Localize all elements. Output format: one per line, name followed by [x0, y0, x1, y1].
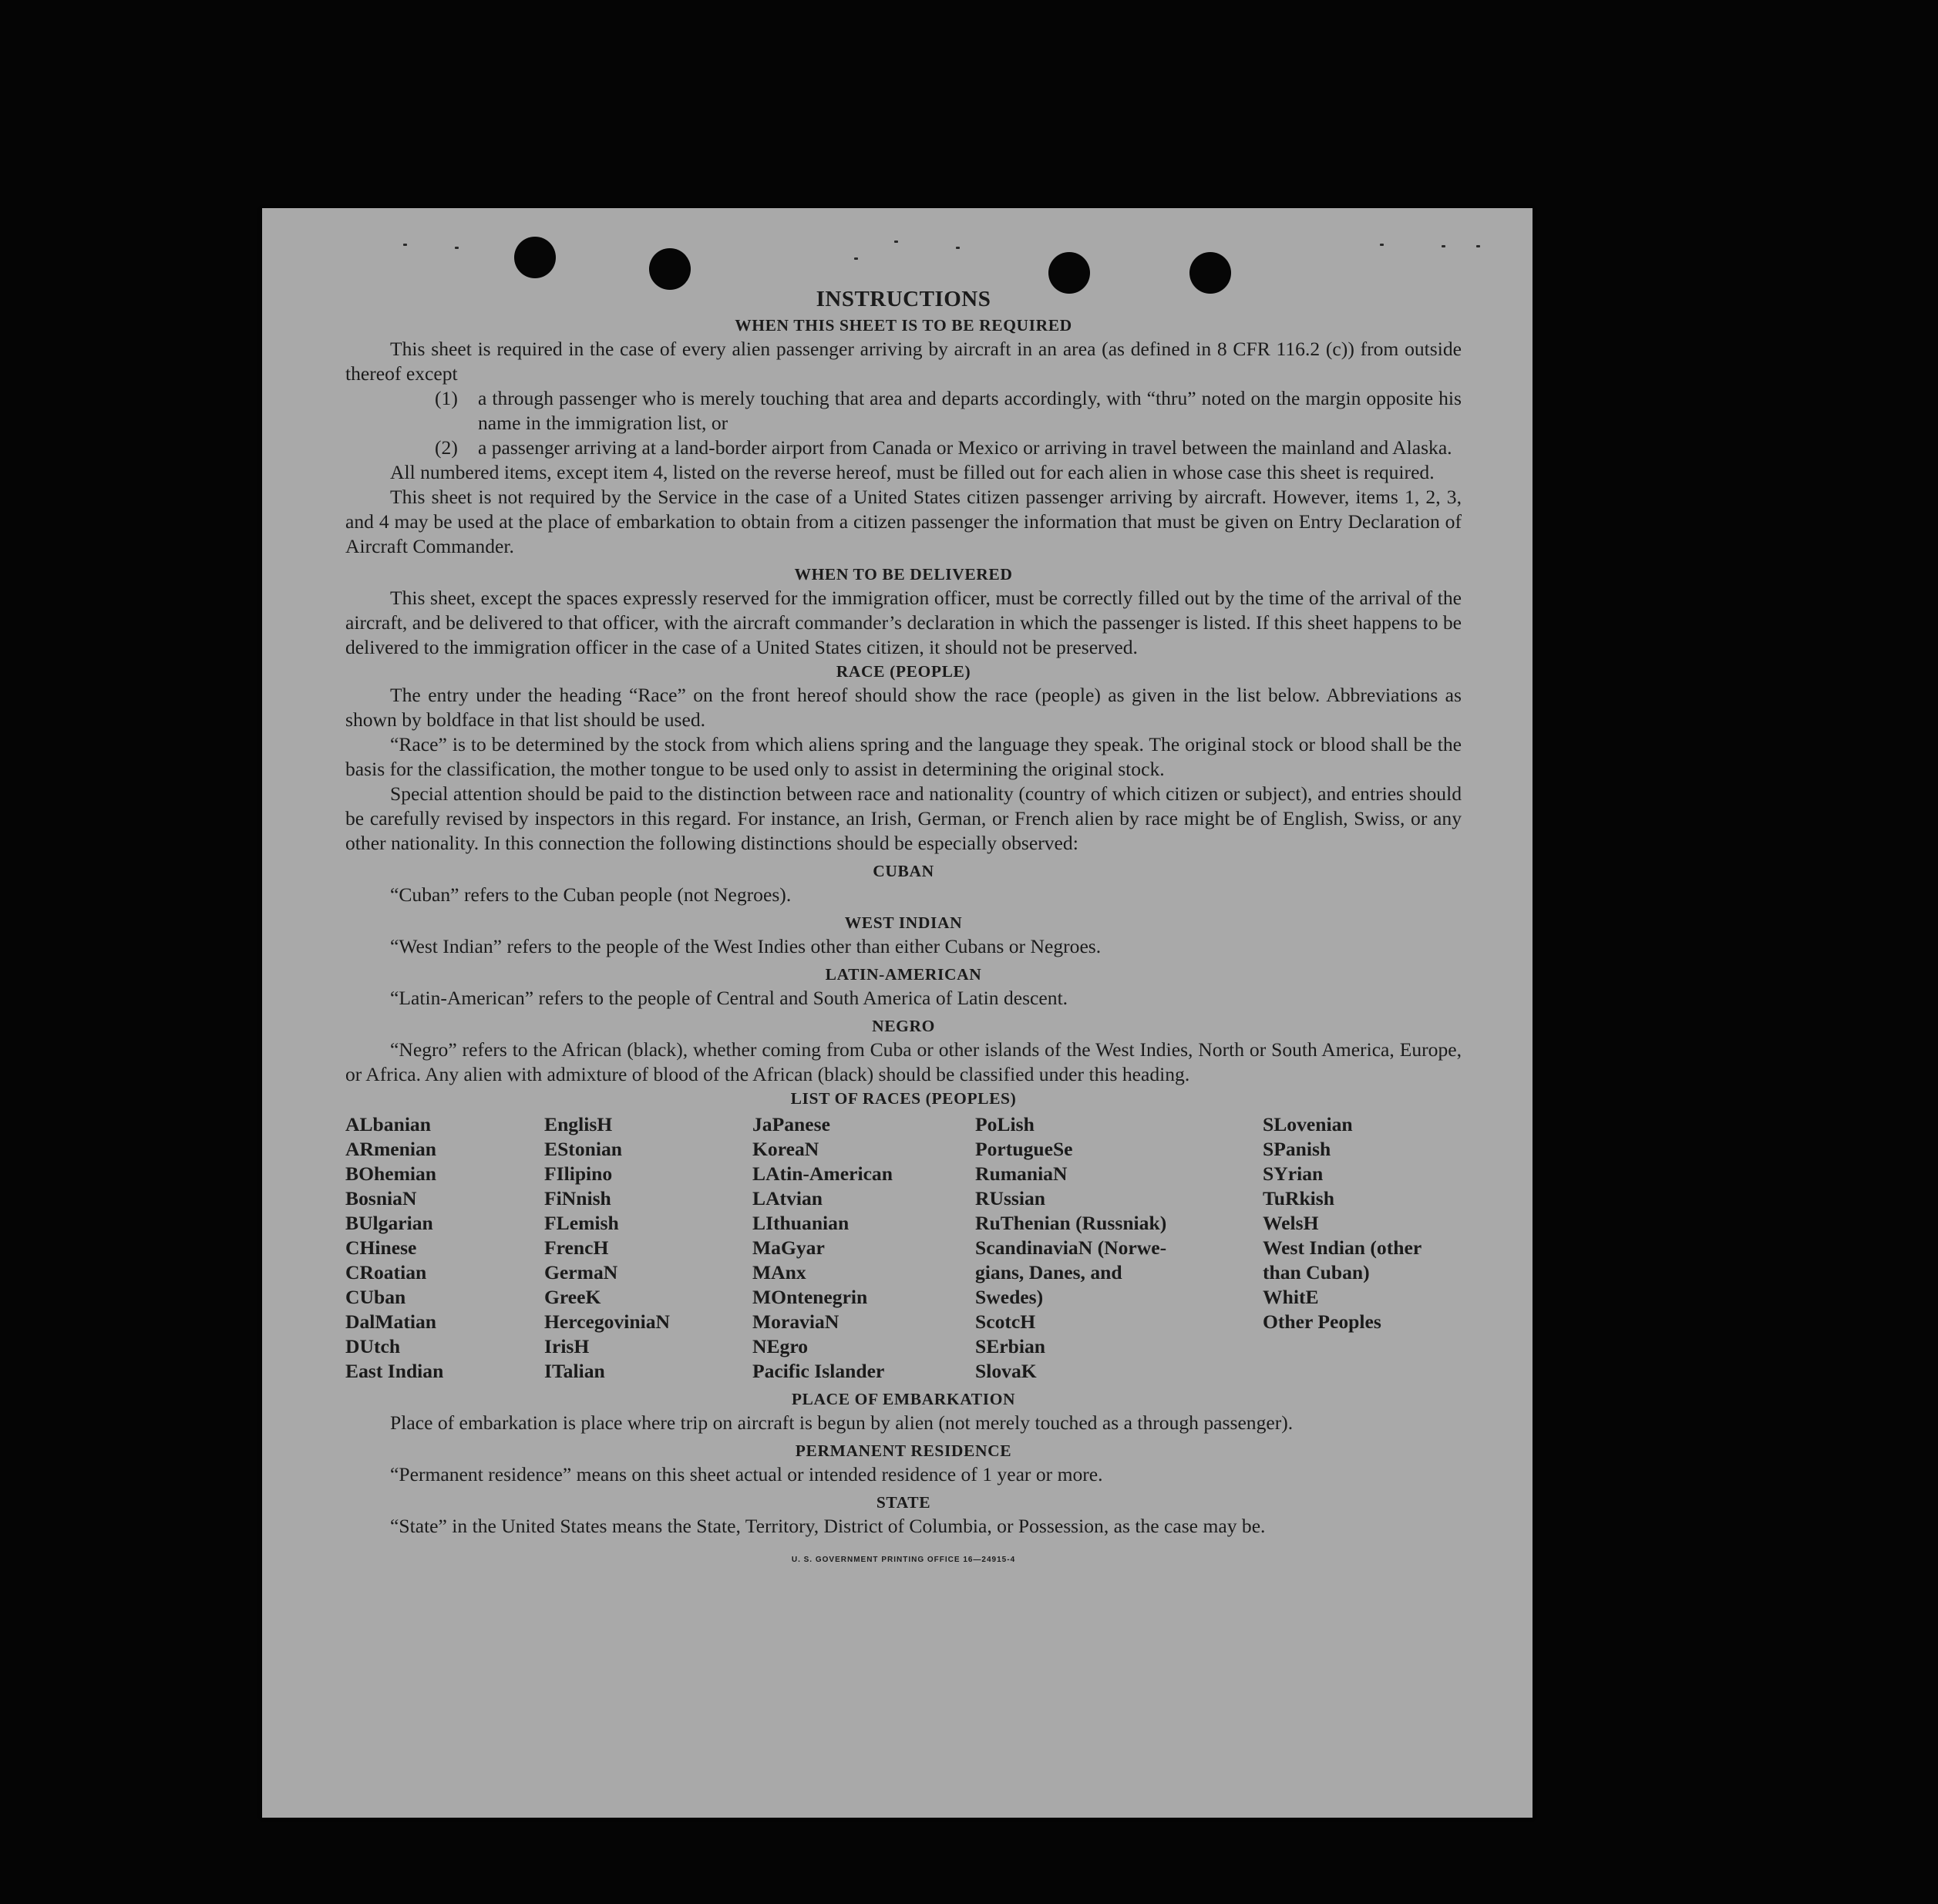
section-heading-negro: NEGRO	[872, 1017, 935, 1035]
exception-number: (2)	[435, 436, 458, 459]
race-entry: West Indian (other	[1263, 1236, 1422, 1259]
race-paragraph: Special attention should be paid to the distinction between race and nationality (country of which citizen or subject), and entries should be carefully revised by inspectors in this regard. For instance, an Irish, German, or French alien by race might be of English, Swiss, or any other nationality. In this connection the following distinctions should be especially observed:	[345, 782, 1462, 854]
race-entry: FLemish	[544, 1212, 619, 1234]
race-entry: MOntenegrin	[752, 1286, 868, 1308]
section-heading-residence: PERMANENT RESIDENCE	[795, 1441, 1012, 1460]
races-list	[345, 1112, 1462, 1384]
section-heading-latin-american: LATIN-AMERICAN	[825, 965, 982, 984]
race-entry: TuRkish	[1263, 1187, 1334, 1209]
negro-paragraph: “Negro” refers to the African (black), whether coming from Cuba or other islands of the West Indies, North or South America, Europe, or Africa. Any alien with admixture of blood of the African (black) should be classified under this heading.	[345, 1038, 1462, 1085]
cuban-paragraph: “Cuban” refers to the Cuban people (not Negroes).	[390, 883, 792, 906]
race-entry: Other Peoples	[1263, 1310, 1381, 1333]
race-entry: RUssian	[975, 1187, 1046, 1209]
race-entry: SErbian	[975, 1335, 1046, 1357]
races-column	[1263, 1112, 1462, 1384]
race-entry: FiNnish	[544, 1187, 611, 1209]
race-entry: Pacific Islander	[752, 1360, 885, 1382]
race-entry: IrisH	[544, 1335, 590, 1357]
race-entry: HercegoviniaN	[544, 1310, 671, 1333]
exception-text: a passenger arriving at a land-border airport from Canada or Mexico or arriving in travel between the mainland and Alaska.	[478, 436, 1452, 459]
residence-paragraph: “Permanent residence” means on this sheet actual or intended residence of 1 year or more.	[390, 1463, 1103, 1485]
race-entry: ARmenian	[345, 1138, 437, 1160]
instructions-content	[345, 284, 1462, 1573]
speck	[1442, 245, 1445, 247]
instruction-sheet	[262, 208, 1533, 1818]
section-heading-required: WHEN THIS SHEET IS TO BE REQUIRED	[735, 316, 1072, 335]
required-intro: This sheet is required in the case of every alien passenger arriving by aircraft in an area (as defined in 8 CFR 116.2 (c)) from outside thereof except	[345, 338, 1462, 385]
race-entry: MAnx	[752, 1261, 806, 1283]
race-entry: SPanish	[1263, 1138, 1331, 1160]
speck	[1380, 244, 1384, 246]
races-column	[544, 1112, 752, 1384]
exception-text: a through passenger who is merely touching that area and departs accordingly, with “thru” noted on the margin opposite his name in the immigration list, or	[478, 387, 1462, 434]
required-paragraph: All numbered items, except item 4, listed on the reverse hereof, must be filled out for each alien in whose case this sheet is required.	[390, 461, 1435, 483]
punch-hole	[649, 248, 691, 290]
races-column	[752, 1112, 975, 1384]
race-entry: KoreaN	[752, 1138, 819, 1160]
race-entry: MoraviaN	[752, 1310, 839, 1333]
race-entry: DalMatian	[345, 1310, 437, 1333]
section-heading-state: STATE	[876, 1493, 931, 1512]
race-entry: CRoatian	[345, 1261, 427, 1283]
race-entry: MaGyar	[752, 1236, 825, 1259]
race-entry: SLovenian	[1263, 1113, 1353, 1135]
race-entry: LAtin-American	[752, 1162, 893, 1185]
race-entry: PoLish	[975, 1113, 1035, 1135]
race-entry: NEgro	[752, 1335, 809, 1357]
required-paragraph: This sheet is not required by the Service in the case of a United States citizen passenger arriving by aircraft. However, items 1, 2, 3, and 4 may be used at the place of embarkation to obtain from a citizen passenger the information that must be given on Entry Declaration of Aircraft Commander.	[345, 486, 1462, 557]
race-entry: East Indian	[345, 1360, 444, 1382]
race-entry: RuThenian (Russniak)	[975, 1212, 1167, 1234]
punch-hole	[514, 237, 556, 278]
exception-number: (1)	[435, 387, 458, 409]
exception-item	[435, 386, 1462, 436]
race-entry: ALbanian	[345, 1113, 431, 1135]
race-entry: ScandinaviaN (Norwe-	[975, 1236, 1167, 1259]
race-entry: DUtch	[345, 1335, 401, 1357]
race-entry: ITalian	[544, 1360, 605, 1382]
race-entry: BUlgarian	[345, 1212, 433, 1234]
section-heading-west-indian: WEST INDIAN	[844, 913, 963, 932]
speck	[455, 247, 459, 249]
race-paragraph: The entry under the heading “Race” on the front hereof should show the race (people) as given in the list below. Abbreviations as shown by boldface in that list should be used.	[345, 684, 1462, 731]
race-entry: WhitE	[1263, 1286, 1319, 1308]
race-entry: WelsH	[1263, 1212, 1319, 1234]
section-heading-race: RACE (PEOPLE)	[836, 662, 971, 681]
section-heading-delivered: WHEN TO BE DELIVERED	[794, 565, 1013, 584]
race-entry: GreeK	[544, 1286, 601, 1308]
race-entry: LIthuanian	[752, 1212, 850, 1234]
page-title: INSTRUCTIONS	[816, 287, 991, 311]
race-entry: GermaN	[544, 1261, 618, 1283]
west-indian-paragraph: “West Indian” refers to the people of the West Indies other than either Cubans or Negroes.	[390, 935, 1102, 957]
speck	[956, 247, 960, 249]
race-entry: FIlipino	[544, 1162, 613, 1185]
race-entry: gians, Danes, and	[975, 1261, 1122, 1283]
race-entry: CUban	[345, 1286, 406, 1308]
race-entry: RumaniaN	[975, 1162, 1068, 1185]
section-heading-races-list: LIST OF RACES (PEOPLES)	[790, 1089, 1017, 1108]
race-entry: EStonian	[544, 1138, 623, 1160]
race-entry: JaPanese	[752, 1113, 830, 1135]
race-entry: PortugueSe	[975, 1138, 1073, 1160]
printing-office-footer: U. S. GOVERNMENT PRINTING OFFICE 16—24915-4	[791, 1556, 1016, 1564]
race-entry: SlovaK	[975, 1360, 1037, 1382]
race-entry: LAtvian	[752, 1187, 823, 1209]
delivered-paragraph: This sheet, except the spaces expressly reserved for the immigration officer, must be correctly filled out by the time of the arrival of the aircraft, and be delivered to that officer, with the aircraft commander’s declaration in which the passenger is listed. If this sheet happens to be delivered to the immigration officer in the case of a United States citizen, it should not be preserved.	[345, 587, 1462, 658]
state-paragraph: “State” in the United States means the State, Territory, District of Columbia, or Possession, as the case may be.	[390, 1515, 1266, 1537]
latin-american-paragraph: “Latin-American” refers to the people of Central and South America of Latin descent.	[390, 987, 1068, 1009]
embarkation-paragraph: Place of embarkation is place where trip on aircraft is begun by alien (not merely touched as a through passenger).	[390, 1411, 1294, 1434]
speck	[1476, 245, 1480, 247]
race-entry: ScotcH	[975, 1310, 1036, 1333]
race-entry: CHinese	[345, 1236, 417, 1259]
section-heading-cuban: CUBAN	[873, 862, 934, 880]
race-entry: SYrian	[1263, 1162, 1324, 1185]
speck	[403, 244, 407, 246]
race-entry: than Cuban)	[1263, 1261, 1370, 1283]
race-entry: EnglisH	[544, 1113, 613, 1135]
races-column	[975, 1112, 1263, 1384]
race-entry: BosniaN	[345, 1187, 417, 1209]
speck	[854, 257, 858, 260]
race-paragraph: “Race” is to be determined by the stock from which aliens spring and the language they speak. The original stock or blood shall be the basis for the classification, the mother tongue to be used only to assist in determining the original stock.	[345, 733, 1462, 780]
exception-item	[435, 436, 1462, 460]
section-heading-embarkation: PLACE OF EMBARKATION	[791, 1390, 1016, 1408]
races-column	[345, 1112, 544, 1384]
race-entry: FrencH	[544, 1236, 609, 1259]
speck	[894, 241, 898, 243]
race-entry: BOhemian	[345, 1162, 437, 1185]
race-entry: Swedes)	[975, 1286, 1044, 1308]
